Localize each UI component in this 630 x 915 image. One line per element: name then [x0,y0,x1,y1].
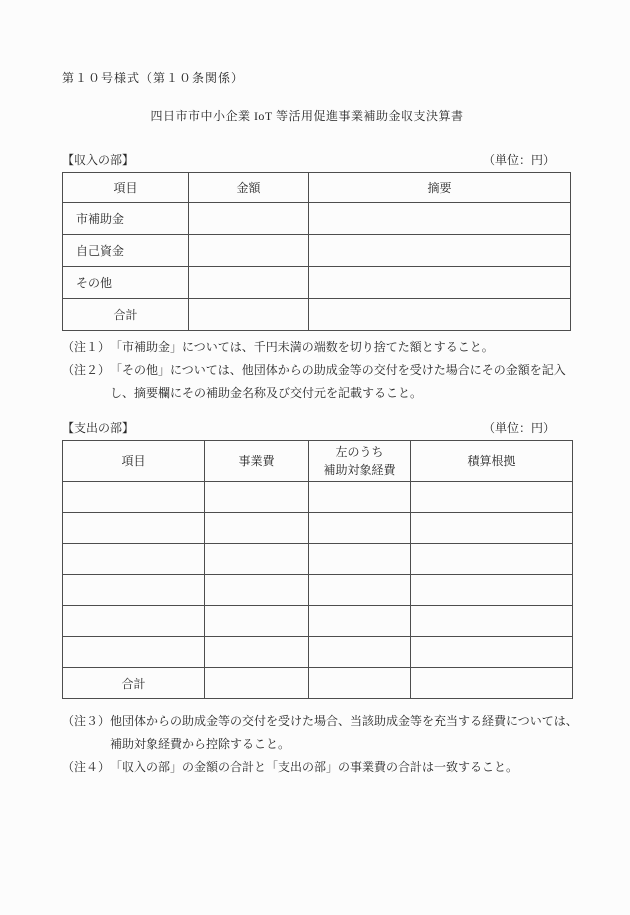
item-cell: 自己資金 [63,235,189,267]
subsidy-eligible-cell [309,513,411,544]
page-title: 四日市市中小企業 IoT 等活用促進事業補助金収支決算書 [150,109,464,123]
project-cost-cell [205,575,309,606]
expense-empty-row [63,482,573,513]
total-amount-cell [189,299,309,331]
expense-empty-row [63,606,573,637]
item-cell [63,482,205,513]
amount-cell [189,235,309,267]
note-label: （注３） [62,714,111,728]
expense-empty-row [63,544,573,575]
expense-empty-row [63,637,573,668]
item-cell [63,606,205,637]
income-notes [62,336,582,405]
note-1 [62,336,582,359]
calculation-basis-cell [411,544,573,575]
income-section-heading: 【収入の部】 [62,153,135,167]
item-cell: 市補助金 [63,203,189,235]
remarks-cell [309,203,571,235]
income-header-item: 項目 [63,173,189,203]
item-cell [63,575,205,606]
note-text: 「市補助金」については、千円未満の端数を切り捨てた額とすること。 [110,340,494,354]
subsidy-eligible-cell [309,482,411,513]
note-text: 「その他」については、他団体からの助成金等の交付を受けた場合にその金額を記入 [110,363,566,377]
subsidy-eligible-cell [309,544,411,575]
header-line: 項目 [121,454,146,468]
income-header-amount: 金額 [189,173,309,203]
project-cost-cell [205,482,309,513]
note-2 [62,359,582,405]
header-line: 補助対象経費 [323,463,396,477]
total-calculation-basis-cell [411,668,573,699]
expense-header-row [63,441,573,482]
header-line: 左のうち [335,445,384,459]
total-project-cost-cell [205,668,309,699]
income-row-other [63,267,571,299]
income-header-row [63,173,571,203]
income-header-remarks: 摘要 [309,173,571,203]
total-label-cell: 合計 [63,299,189,331]
total-subsidy-eligible-cell [309,668,411,699]
expense-empty-row [63,513,573,544]
remarks-cell [309,267,571,299]
form-number: 第１０号様式（第１０条関係） [62,71,245,85]
expense-section-heading: 【支出の部】 [62,421,135,435]
calculation-basis-cell [411,575,573,606]
header-line: 事業費 [238,454,275,468]
note-label: （注２） [62,363,111,377]
expense-total-row [63,668,573,699]
income-section-header [62,151,572,168]
expense-header-project-cost [205,441,309,482]
expense-header-subsidy-eligible [309,441,411,482]
item-cell [63,513,205,544]
item-cell [63,544,205,575]
amount-cell [189,203,309,235]
project-cost-cell [205,637,309,668]
note-text: 補助対象経費から控除すること。 [110,737,291,751]
project-cost-cell [205,606,309,637]
total-label-cell: 合計 [63,668,205,699]
note-text: し、摘要欄にその補助金名称及び交付元を記載すること。 [110,386,423,400]
project-cost-cell [205,544,309,575]
item-cell [63,637,205,668]
expense-section-header [62,419,572,436]
income-table [62,172,571,331]
calculation-basis-cell [411,637,573,668]
expense-header-item [63,441,205,482]
income-row-city-subsidy [63,203,571,235]
note-3 [62,710,582,756]
subsidy-eligible-cell [309,575,411,606]
note-text: 「収入の部」の金額の合計と「支出の部」の事業費の合計は一致すること。 [110,760,519,774]
expense-table-body [63,441,573,699]
note-text: 他団体からの助成金等の交付を受けた場合、当該助成金等を充当する経費については、 [110,714,578,728]
amount-cell [189,267,309,299]
expense-empty-row [63,575,573,606]
expense-table [62,440,573,699]
income-row-own-funds [63,235,571,267]
remarks-cell [309,235,571,267]
subsidy-eligible-cell [309,637,411,668]
calculation-basis-cell [411,482,573,513]
note-label: （注４） [62,760,111,774]
expense-header-calculation-basis [411,441,573,482]
total-remarks-cell [309,299,571,331]
calculation-basis-cell [411,513,573,544]
expense-unit-label: （単位：円） [482,421,555,435]
project-cost-cell [205,513,309,544]
expense-notes [62,710,582,779]
item-cell: その他 [63,267,189,299]
note-4 [62,756,582,779]
header-line: 積算根拠 [467,454,516,468]
income-total-row [63,299,571,331]
income-unit-label: （単位：円） [482,153,555,167]
note-label: （注１） [62,340,111,354]
subsidy-eligible-cell [309,606,411,637]
calculation-basis-cell [411,606,573,637]
